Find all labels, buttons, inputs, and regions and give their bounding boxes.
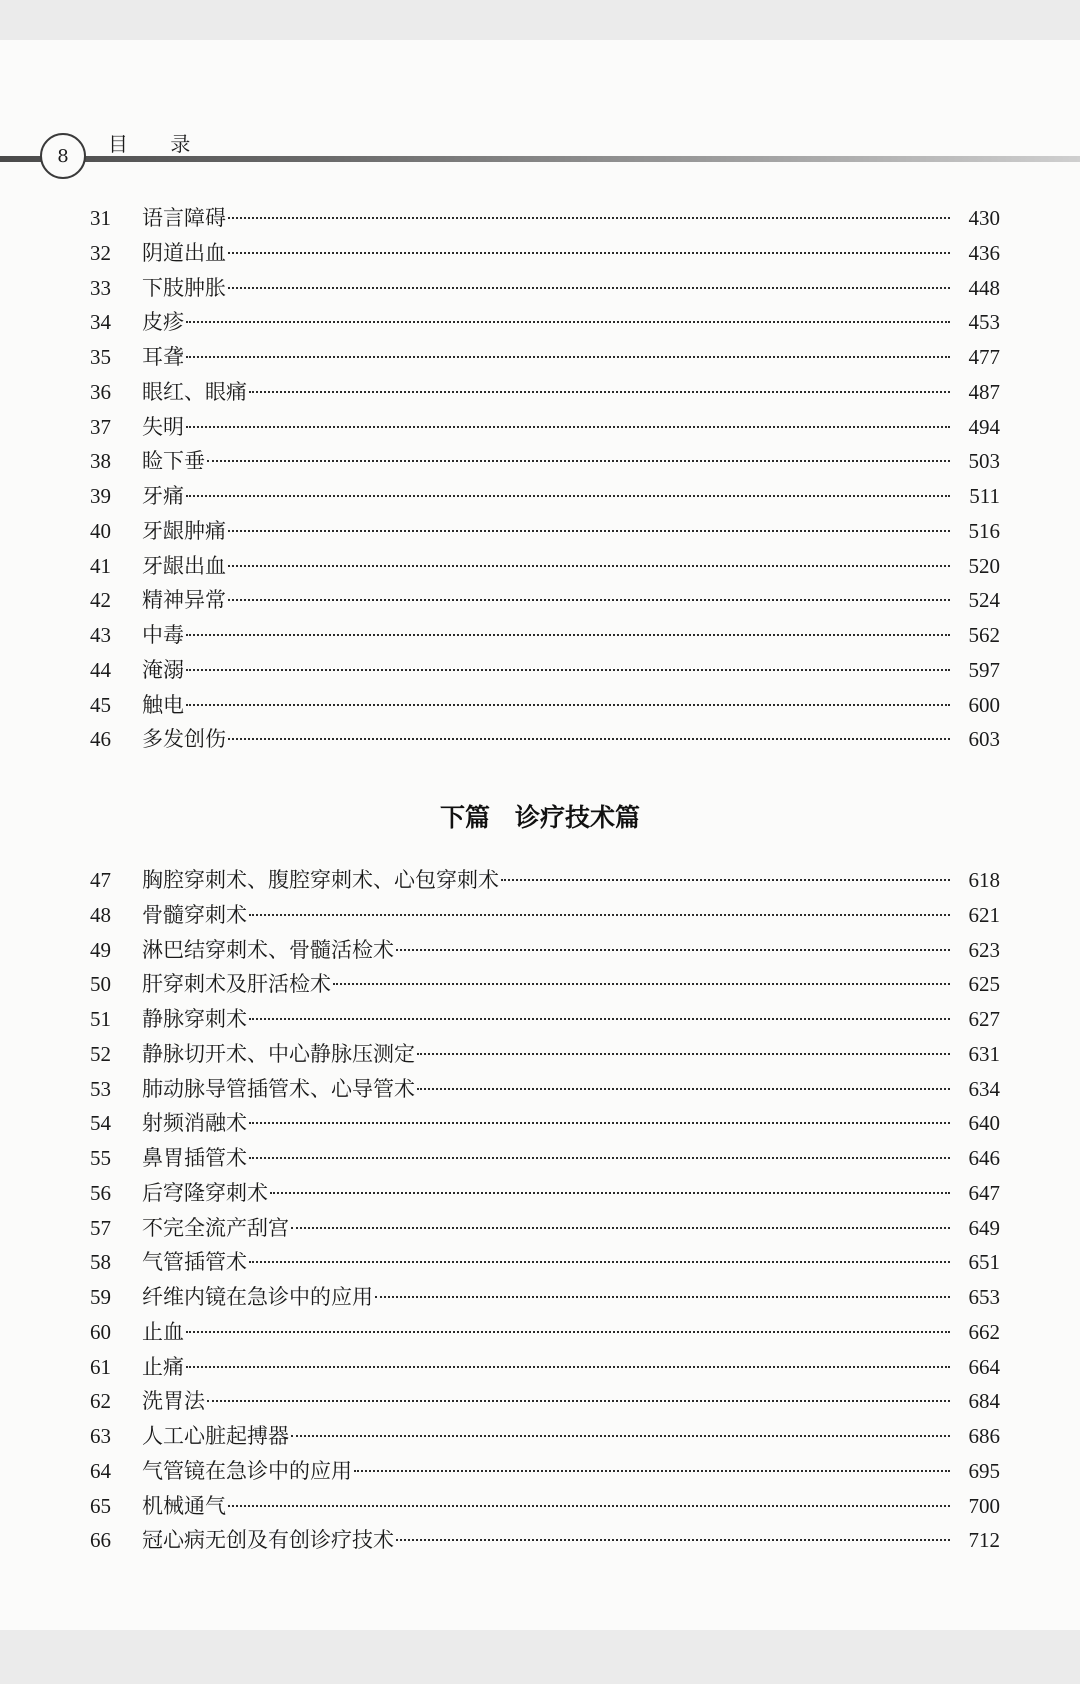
toc-entry-page: 453 (968, 310, 1000, 335)
toc-entry-title: 射频消融术 (142, 1111, 247, 1136)
toc-entry-page: 477 (968, 345, 1000, 369)
toc-entry-title: 胸腔穿刺术、腹腔穿刺术、心包穿刺术 (142, 868, 499, 892)
toc-entry (90, 1212, 1000, 1247)
toc-entry-number: 50 (90, 972, 111, 997)
toc-entry-title: 肝穿刺术及肝活检术 (142, 972, 331, 997)
toc-entry (90, 480, 1000, 515)
toc-entry (90, 376, 1000, 411)
toc-entry-title: 气管插管术 (142, 1250, 247, 1275)
toc-entry-number: 33 (90, 275, 111, 300)
toc-entry-title: 气管镜在急诊中的应用 (142, 1458, 352, 1483)
toc-leader-dots (396, 1539, 950, 1541)
toc-leader-dots (228, 217, 950, 219)
toc-entry-page: 562 (968, 623, 1000, 647)
toc-entry (90, 1142, 1000, 1177)
toc-entry-number: 53 (90, 1076, 111, 1101)
toc-entry-page: 448 (968, 275, 1000, 300)
toc-entry-title: 静脉穿刺术 (142, 1007, 247, 1031)
toc-entry-page: 686 (968, 1424, 1000, 1448)
toc-leader-dots (228, 530, 950, 532)
toc-leader-dots (249, 1018, 950, 1020)
toc-entry-title: 多发创伤 (142, 727, 226, 752)
toc-entry-number: 61 (90, 1354, 111, 1379)
toc-entry (90, 1524, 1000, 1559)
toc-entry-number: 64 (90, 1458, 111, 1483)
document-page (0, 40, 1080, 1630)
toc-entry (90, 864, 1000, 899)
toc-leader-dots (249, 914, 950, 916)
toc-entry-number: 55 (90, 1146, 111, 1170)
toc-entry-title: 骨髓穿刺术 (142, 902, 247, 927)
toc-entry-title: 淋巴结穿刺术、骨髓活检术 (142, 937, 394, 962)
toc-entry-number: 42 (90, 588, 111, 613)
toc-entry (90, 1420, 1000, 1455)
toc-entry (90, 1003, 1000, 1038)
toc-leader-dots (228, 599, 950, 601)
toc-entry (90, 689, 1000, 724)
toc-entry-page: 700 (968, 1493, 1000, 1518)
toc-entry-number: 48 (90, 902, 111, 927)
toc-entry-number: 45 (90, 692, 111, 717)
toc-entry (90, 1490, 1000, 1525)
toc-leader-dots (354, 1470, 950, 1472)
toc-leader-dots (249, 1261, 950, 1263)
toc-leader-dots (291, 1227, 950, 1229)
toc-entry (90, 1281, 1000, 1316)
toc-leader-dots (186, 426, 950, 428)
toc-entry-title: 冠心病无创及有创诊疗技术 (142, 1528, 394, 1553)
toc-entry-title: 牙痛 (142, 484, 184, 508)
toc-entry-page: 649 (968, 1215, 1000, 1240)
toc-entry (90, 968, 1000, 1003)
toc-entry-title: 触电 (142, 692, 184, 717)
toc-entry (90, 445, 1000, 480)
toc-entry-number: 63 (90, 1424, 111, 1448)
toc-entry-number: 36 (90, 379, 111, 404)
toc-entry-page: 600 (968, 692, 1000, 717)
toc-entry (90, 723, 1000, 758)
toc-list-lower (90, 864, 1000, 1559)
toc-leader-dots (186, 669, 950, 671)
toc-entry (90, 619, 1000, 654)
toc-entry-page: 712 (968, 1528, 1000, 1553)
toc-entry (90, 1038, 1000, 1073)
toc-entry-title: 不完全流产刮宫 (142, 1215, 289, 1240)
toc-entry-page: 631 (968, 1041, 1000, 1066)
toc-leader-dots (417, 1088, 950, 1090)
toc-entry-number: 49 (90, 937, 111, 962)
toc-entry (90, 1351, 1000, 1386)
toc-leader-dots (333, 983, 950, 985)
toc-leader-dots (249, 1122, 950, 1124)
toc-leader-dots (186, 321, 950, 323)
toc-entry (90, 306, 1000, 341)
toc-entry-page: 603 (968, 727, 1000, 752)
toc-entry-page: 640 (968, 1111, 1000, 1136)
toc-entry-title: 肺动脉导管插管术、心导管术 (142, 1076, 415, 1101)
toc-entry-page: 618 (968, 868, 1000, 892)
toc-entry (90, 272, 1000, 307)
toc-leader-dots (501, 879, 950, 881)
toc-leader-dots (249, 391, 950, 393)
toc-leader-dots (291, 1435, 950, 1437)
toc-entry-title: 机械通气 (142, 1493, 226, 1518)
toc-entry-number: 66 (90, 1528, 111, 1553)
toc-entry-title: 中毒 (142, 623, 184, 647)
toc-entry-number: 44 (90, 657, 111, 682)
toc-entry (90, 341, 1000, 376)
toc-leader-dots (186, 356, 950, 358)
toc-entry-number: 38 (90, 449, 111, 474)
toc-entry-page: 651 (968, 1250, 1000, 1275)
toc-leader-dots (207, 1400, 950, 1402)
toc-entry-number: 39 (90, 484, 111, 508)
toc-entry-title: 下肢肿胀 (142, 275, 226, 300)
toc-leader-dots (186, 495, 950, 497)
toc-entry-number: 51 (90, 1007, 111, 1031)
toc-entry-page: 664 (968, 1354, 1000, 1379)
toc-entry-title: 耳聋 (142, 345, 184, 369)
toc-entry-title: 人工心脏起搏器 (142, 1424, 289, 1448)
toc-leader-dots (207, 460, 950, 462)
toc-entry (90, 1246, 1000, 1281)
toc-entry (90, 1455, 1000, 1490)
page-header (0, 85, 1080, 165)
toc-entry-page: 695 (968, 1458, 1000, 1483)
toc-entry-number: 47 (90, 868, 111, 892)
toc-entry-number: 52 (90, 1041, 111, 1066)
toc-entry-title: 失明 (142, 414, 184, 439)
toc-entry-page: 436 (968, 240, 1000, 265)
toc-leader-dots (228, 565, 950, 567)
toc-entry-number: 32 (90, 240, 111, 265)
toc-entry (90, 654, 1000, 689)
toc-leader-dots (228, 1505, 950, 1507)
toc-entry-page: 524 (968, 588, 1000, 613)
toc-leader-dots (396, 949, 950, 951)
toc-leader-dots (186, 704, 950, 706)
toc-entry-number: 65 (90, 1493, 111, 1518)
toc-entry-title: 皮疹 (142, 310, 184, 335)
toc-leader-dots (270, 1192, 950, 1194)
toc-entry (90, 899, 1000, 934)
toc-entry-page: 653 (968, 1285, 1000, 1309)
toc-entry-title: 洗胃法 (142, 1389, 205, 1414)
toc-entry-number: 56 (90, 1180, 111, 1205)
toc-entry-title: 纤维内镜在急诊中的应用 (142, 1285, 373, 1309)
toc-entry-number: 59 (90, 1285, 111, 1309)
toc-entry-page: 503 (968, 449, 1000, 474)
toc-entry-number: 37 (90, 414, 111, 439)
toc-entry-number: 35 (90, 345, 111, 369)
toc-entry-title: 精神异常 (142, 588, 226, 613)
toc-entry-title: 眼红、眼痛 (142, 379, 247, 404)
toc-entry-number: 41 (90, 553, 111, 578)
toc-entry-title: 止血 (142, 1319, 184, 1344)
toc-entry-page: 646 (968, 1146, 1000, 1170)
toc-entry-page: 511 (969, 484, 1000, 508)
toc-entry-number: 57 (90, 1215, 111, 1240)
toc-entry-number: 46 (90, 727, 111, 752)
toc-entry (90, 202, 1000, 237)
toc-entry-page: 430 (968, 206, 1000, 230)
toc-entry-page: 684 (968, 1389, 1000, 1414)
toc-entry-page: 621 (968, 902, 1000, 927)
toc-entry-number: 58 (90, 1250, 111, 1275)
toc-entry (90, 934, 1000, 969)
toc-entry-title: 鼻胃插管术 (142, 1146, 247, 1170)
toc-leader-dots (228, 738, 950, 740)
toc-leader-dots (186, 1366, 950, 1368)
toc-entry-title: 牙龈出血 (142, 553, 226, 578)
toc-entry-number: 54 (90, 1111, 111, 1136)
toc-entry-page: 516 (968, 518, 1000, 543)
toc-entry (90, 237, 1000, 272)
toc-leader-dots (228, 252, 950, 254)
toc-entry-page: 623 (968, 937, 1000, 962)
toc-entry (90, 550, 1000, 585)
toc-leader-dots (228, 287, 950, 289)
toc-leader-dots (375, 1296, 950, 1298)
toc-entry-page: 647 (968, 1180, 1000, 1205)
toc-entry (90, 584, 1000, 619)
toc-list-upper (90, 202, 1000, 758)
toc-entry-page: 487 (968, 379, 1000, 404)
toc-entry-page: 520 (968, 553, 1000, 578)
toc-entry-title: 阴道出血 (142, 240, 226, 265)
toc-entry (90, 1177, 1000, 1212)
toc-entry-page: 634 (968, 1076, 1000, 1101)
toc-entry-page: 597 (968, 657, 1000, 682)
toc-entry-title: 止痛 (142, 1354, 184, 1379)
toc-leader-dots (186, 634, 950, 636)
toc-entry-page: 625 (968, 972, 1000, 997)
toc-entry-number: 62 (90, 1389, 111, 1414)
toc-entry-number: 40 (90, 518, 111, 543)
header-title: 目 录 (108, 132, 209, 156)
toc-entry (90, 1107, 1000, 1142)
toc-entry (90, 1073, 1000, 1108)
toc-entry (90, 1316, 1000, 1351)
section-heading: 下篇 诊疗技术篇 (439, 803, 640, 832)
toc-entry-page: 627 (968, 1007, 1000, 1031)
toc-entry (90, 411, 1000, 446)
toc-entry-page: 494 (968, 414, 1000, 439)
toc-entry-number: 43 (90, 623, 111, 647)
toc-entry-title: 睑下垂 (142, 449, 205, 474)
page-number: 8 (40, 133, 86, 179)
toc-leader-dots (186, 1331, 950, 1333)
toc-entry-page: 662 (968, 1319, 1000, 1344)
toc-entry-title: 淹溺 (142, 657, 184, 682)
toc-entry-number: 60 (90, 1319, 111, 1344)
toc-entry-number: 31 (90, 206, 111, 230)
toc-leader-dots (249, 1157, 950, 1159)
toc-entry-title: 语言障碍 (142, 206, 226, 230)
toc-leader-dots (417, 1053, 950, 1055)
toc-entry (90, 515, 1000, 550)
toc-entry-title: 静脉切开术、中心静脉压测定 (142, 1041, 415, 1066)
toc-entry (90, 1385, 1000, 1420)
toc-entry-number: 34 (90, 310, 111, 335)
toc-entry-title: 后穹隆穿刺术 (142, 1180, 268, 1205)
toc-entry-title: 牙龈肿痛 (142, 518, 226, 543)
